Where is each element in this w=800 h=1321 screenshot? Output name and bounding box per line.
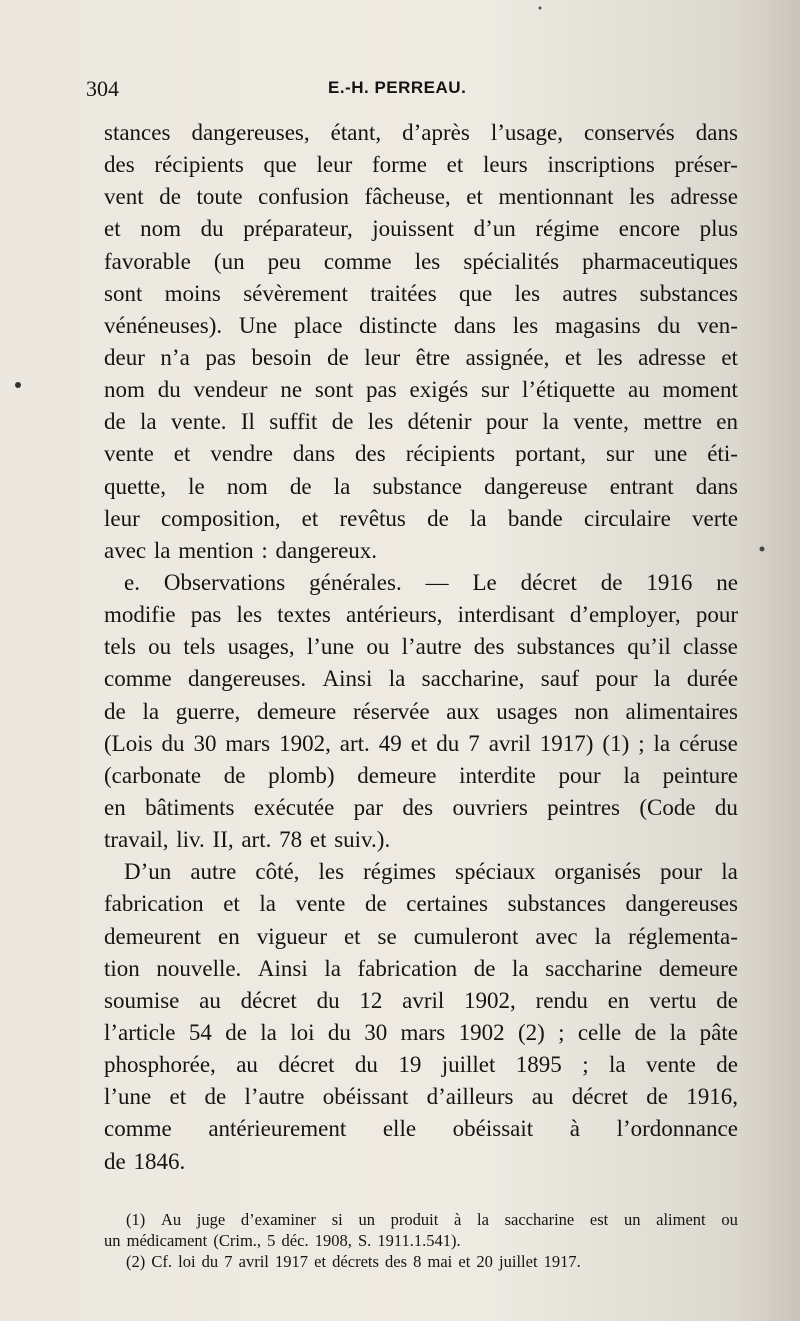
text-line: demeurent en vigueur et se cumuleront avec la réglementa- (104, 923, 738, 949)
text-line: sont moins sévèrement traitées que les autres substances (104, 280, 738, 306)
text-line: fabrication et la vente de certaines substances dangereuses (104, 891, 738, 917)
speck (539, 7, 542, 10)
text-line: des récipients que leur forme et leurs inscriptions préser- (104, 152, 738, 178)
footnote-line: un médicament (Crim., 5 déc. 1908, S. 1911.1.541). (104, 1231, 461, 1250)
text-line: e. Observations générales. — Le décret de 1916 ne (124, 569, 738, 595)
text-line: favorable (un peu comme les spécialités pharmaceutiques (104, 248, 738, 274)
text-line: avec la mention : dangereux. (104, 537, 378, 563)
text-line: tion nouvelle. Ainsi la fabrication de la saccharine demeure (104, 955, 738, 981)
body-text (104, 117, 738, 1178)
text-line: quette, le nom de la substance dangereuse entrant dans (104, 473, 738, 499)
text-line: soumise au décret du 12 avril 1902, rendu en vertu de (104, 987, 738, 1013)
text-line: leur composition, et revêtus de la bande circulaire verte (104, 505, 738, 531)
speck (15, 382, 21, 388)
speck (760, 547, 765, 552)
text-line: vente et vendre dans des récipients portant, sur une éti- (104, 441, 738, 467)
footnotes (104, 1209, 738, 1272)
text-line: tels ou tels usages, l’une ou l’autre des substances qu’il classe (104, 634, 738, 660)
text-line: travail, liv. II, art. 78 et suiv.). (104, 827, 391, 853)
text-line: vénéneuses). Une place distincte dans les magasins du ven- (104, 312, 738, 338)
text-line: comme antérieurement elle obéissait à l’ordonnance (104, 1116, 738, 1142)
text-line: comme dangereuses. Ainsi la saccharine, sauf pour la durée (104, 666, 738, 692)
page-header (0, 74, 800, 104)
text-line: en bâtiments exécutée par des ouvriers peintres (Code du (104, 794, 738, 820)
text-line: (carbonate de plomb) demeure interdite pour la peinture (104, 762, 738, 788)
text-line: modifie pas les textes antérieurs, interdisant d’employer, pour (104, 602, 738, 628)
text-line: et nom du préparateur, jouissent d’un régime encore plus (104, 216, 738, 242)
text-line: l’article 54 de la loi du 30 mars 1902 (2) ; celle de la pâte (104, 1019, 738, 1045)
text-line: nom du vendeur ne sont pas exigés sur l’étiquette au moment (104, 377, 738, 403)
text-line: (Lois du 30 mars 1902, art. 49 et du 7 avril 1917) (1) ; la céruse (104, 730, 738, 756)
text-line: de 1846. (104, 1148, 186, 1174)
text-line: de la guerre, demeure réservée aux usages non alimentaires (104, 698, 738, 724)
text-line: phosphorée, au décret du 19 juillet 1895 ; la vente de (104, 1052, 738, 1078)
text-line: deur n’a pas besoin de leur être assignée, et les adresse et (104, 344, 738, 370)
footnote-line: (1) Au juge d’examiner si un produit à la saccharine est un aliment ou (126, 1210, 738, 1229)
page-number: 304 (86, 76, 119, 101)
text-line: D’un autre côté, les régimes spéciaux organisés pour la (124, 859, 738, 885)
running-head: E.-H. PERREAU. (328, 78, 467, 97)
footnote-line: (2) Cf. loi du 7 avril 1917 et décrets des 8 mai et 20 juillet 1917. (126, 1252, 581, 1271)
text-line: l’une et de l’autre obéissant d’ailleurs au décret de 1916, (104, 1084, 738, 1110)
text-line: vent de toute confusion fâcheuse, et mentionnant les adresse (104, 184, 738, 210)
text-line: de la vente. Il suffit de les détenir pour la vente, mettre en (104, 409, 738, 435)
text-line: stances dangereuses, étant, d’après l’usage, conservés dans (104, 120, 738, 145)
